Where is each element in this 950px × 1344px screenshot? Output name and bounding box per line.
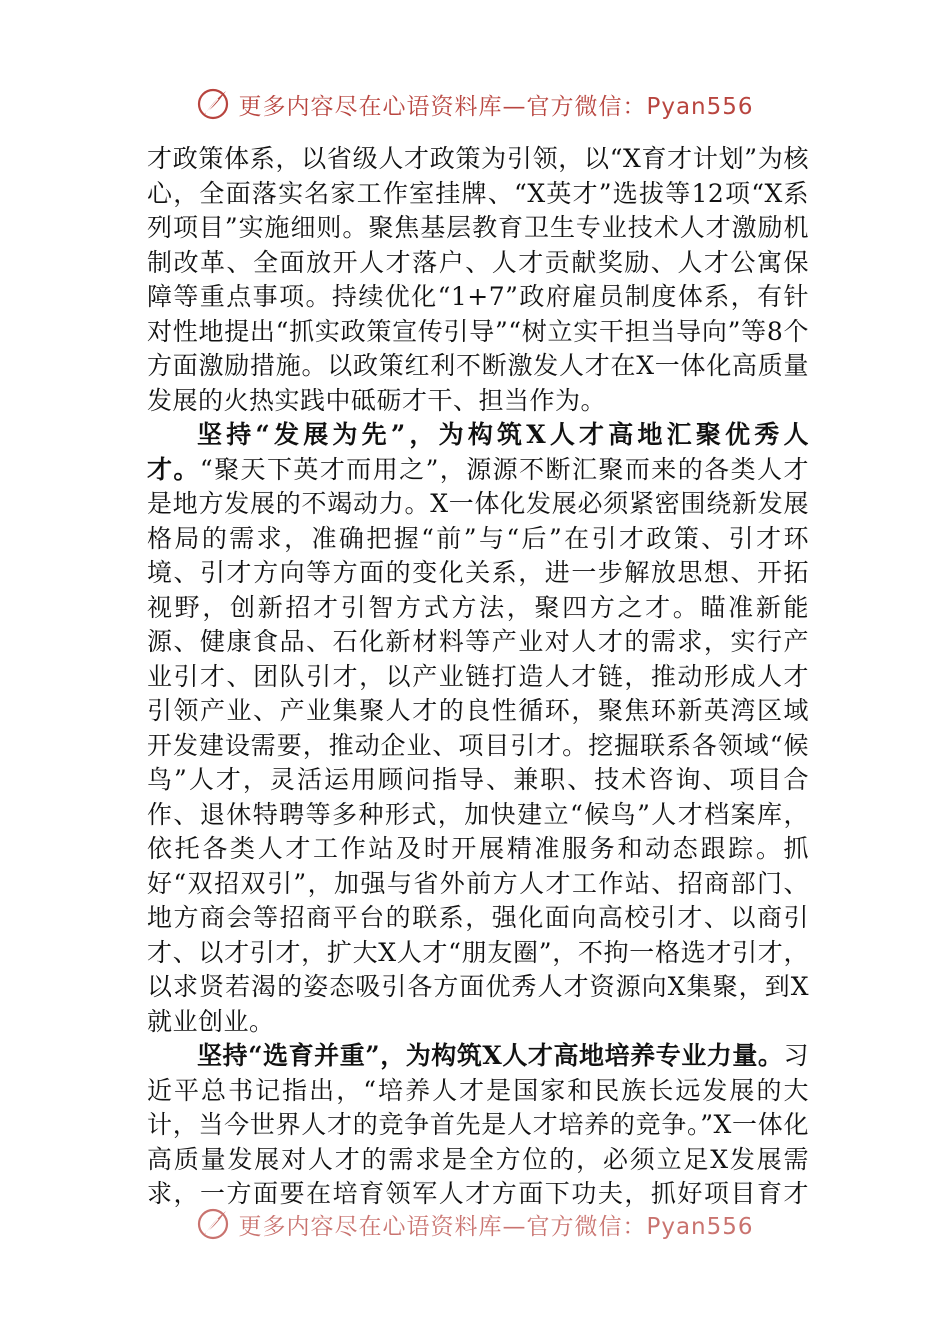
feather-logo-icon <box>196 87 230 121</box>
feather-logo-icon <box>196 1207 230 1241</box>
paragraph-policy <box>147 142 809 418</box>
paragraph-text: 才政策体系，以省级人才政策为引领，以“X育才计划”为核心，全面落实名家工作室挂牌、“X英才”选拔等12项“X系列项目”实施细则。聚焦基层教育卫生专业技术人才激励机制改革、全面放开人才落户、人才贡献奖励、人才公寓保障等重点事项。持续优化“1+7”政府雇员制度体系，有针对性地提出“抓实政策宣传引导”“树立实干担当导向”等8个方面激励措施。以政策红利不断激发人才在X一体化高质量发展的火热实践中砥砺才干、担当作为。 <box>147 144 809 415</box>
paragraph-text: 习近平总书记指出，“培养人才是国家和民族长远发展的大计，当今世界人才的竞争首先是人才培养的竞争。”X一体化高质量发展对人才的需求是全方位的，必须立足X发展需求，一方面要在培育领军人才方面下功夫，抓好项目育才 <box>147 1041 809 1208</box>
watermark-text: 更多内容尽在心语资料库—官方微信：Pyan556 <box>238 93 754 120</box>
paragraph-heading: 坚持“发展为先”，为构筑X人才高地汇聚优秀人才。 <box>147 420 809 484</box>
paragraph-development-first <box>147 418 809 1039</box>
watermark-header <box>0 84 950 124</box>
document-body <box>147 142 809 1210</box>
watermark-text: 更多内容尽在心语资料库—官方微信：Pyan556 <box>238 1213 754 1240</box>
paragraph-heading: 坚持“选育并重”，为构筑X人才高地培养专业力量。 <box>197 1041 784 1070</box>
paragraph-text: “聚天下英才而用之”，源源不断汇聚而来的各类人才是地方发展的不竭动力。X一体化发展必须紧密围绕新发展格局的需求，准确把握“前”与“后”在引才政策、引才环境、引才方向等方面的变化关系，进一步解放思想、开拓视野，创新招才引智方式方法，聚四方之才。瞄准新能源、健康食品、石化新材料等产业对人才的需求，实行产业引才、团队引才，以产业链打造人才链，推动形成人才引领产业、产业集聚人才的良性循环，聚焦环新英湾区域开发建设需要，推动企业、项目引才。挖掘联系各领域“候鸟”人才，灵活运用顾问指导、兼职、技术咨询、项目合作、退休特聘等多种形式，加快建立“候鸟”人才档案库，依托各类人才工作站及时开展精准服务和动态跟踪。抓好“双招双引”，加强与省外前方人才工作站、招商部门、地方商会等招商平台的联系，强化面向高校引才、以商引才、以才引才，扩大X人才“朋友圈”，不拘一格选才引才，以求贤若渴的姿态吸引各方面优秀人才资源向X集聚，到X就业创业。 <box>147 454 809 1036</box>
paragraph-selection-training <box>147 1039 809 1210</box>
watermark-footer <box>0 1204 950 1244</box>
